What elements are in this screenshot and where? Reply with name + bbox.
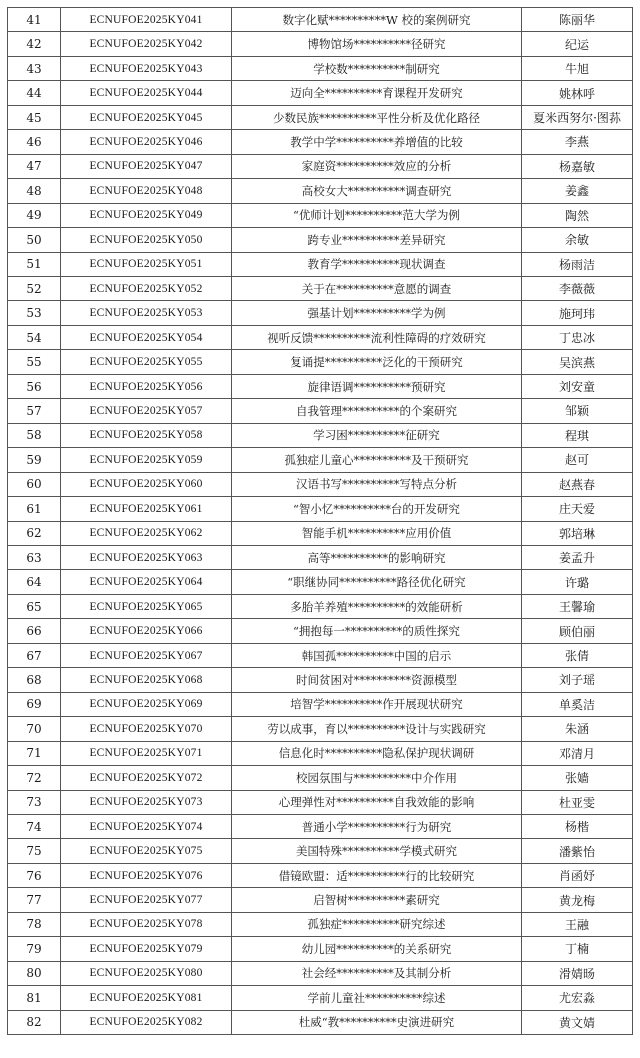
- project-title: 博物馆场**********径研究: [232, 32, 522, 56]
- row-number: 70: [8, 717, 61, 741]
- project-code: ECNUFOE2025KY059: [61, 448, 232, 472]
- table-row: [8, 643, 633, 667]
- person-name: 刘安童: [522, 374, 633, 398]
- project-title: 教学中学**********养增值的比较: [232, 130, 522, 154]
- table-row: [8, 325, 633, 349]
- project-code: ECNUFOE2025KY071: [61, 741, 232, 765]
- person-name: 滑婧旸: [522, 961, 633, 985]
- table-row: [8, 81, 633, 105]
- row-number: 69: [8, 692, 61, 716]
- table-row: [8, 252, 633, 276]
- row-number: 59: [8, 448, 61, 472]
- row-number: 60: [8, 472, 61, 496]
- person-name: 姚林呼: [522, 81, 633, 105]
- project-code: ECNUFOE2025KY062: [61, 521, 232, 545]
- person-name: 邓清月: [522, 741, 633, 765]
- project-title: 汉语书写**********写特点分析: [232, 472, 522, 496]
- row-number: 45: [8, 105, 61, 129]
- project-title: 社会经**********及其制分析: [232, 961, 522, 985]
- row-number: 68: [8, 668, 61, 692]
- row-number: 47: [8, 154, 61, 178]
- project-code: ECNUFOE2025KY069: [61, 692, 232, 716]
- person-name: 王馨瑜: [522, 594, 633, 618]
- project-code: ECNUFOE2025KY048: [61, 179, 232, 203]
- person-name: 李薇薇: [522, 276, 633, 300]
- project-code: ECNUFOE2025KY053: [61, 301, 232, 325]
- project-code: ECNUFOE2025KY075: [61, 839, 232, 863]
- project-code: ECNUFOE2025KY051: [61, 252, 232, 276]
- row-number: 66: [8, 619, 61, 643]
- row-number: 71: [8, 741, 61, 765]
- person-name: 赵燕春: [522, 472, 633, 496]
- person-name: 赵可: [522, 448, 633, 472]
- table-row: [8, 130, 633, 154]
- project-code: ECNUFOE2025KY063: [61, 545, 232, 569]
- project-code: ECNUFOE2025KY081: [61, 986, 232, 1010]
- table-body: [8, 8, 633, 1035]
- project-title: 智能手机**********应用价值: [232, 521, 522, 545]
- person-name: 黄龙梅: [522, 888, 633, 912]
- person-name: 杨楷: [522, 814, 633, 838]
- row-number: 57: [8, 399, 61, 423]
- project-title: 学校数**********制研究: [232, 56, 522, 80]
- project-title: “优师计划**********范大学为例: [232, 203, 522, 227]
- project-code: ECNUFOE2025KY046: [61, 130, 232, 154]
- table-row: [8, 203, 633, 227]
- project-code: ECNUFOE2025KY082: [61, 1010, 232, 1034]
- person-name: 李燕: [522, 130, 633, 154]
- table-row: [8, 8, 633, 32]
- person-name: 杜亚雯: [522, 790, 633, 814]
- project-title: 信息化时**********隐私保护现状调研: [232, 741, 522, 765]
- project-title: “拥抱每一**********的质性探究: [232, 619, 522, 643]
- table-row: [8, 619, 633, 643]
- table-row: [8, 276, 633, 300]
- row-number: 67: [8, 643, 61, 667]
- project-title: 关于在**********意愿的调查: [232, 276, 522, 300]
- project-code: ECNUFOE2025KY041: [61, 8, 232, 32]
- person-name: 丁楠: [522, 937, 633, 961]
- project-title: 旋律语调**********预研究: [232, 374, 522, 398]
- project-code: ECNUFOE2025KY067: [61, 643, 232, 667]
- row-number: 51: [8, 252, 61, 276]
- project-code: ECNUFOE2025KY079: [61, 937, 232, 961]
- person-name: 刘子瑶: [522, 668, 633, 692]
- table-row: [8, 692, 633, 716]
- project-title: 多胎羊养殖**********的效能研析: [232, 594, 522, 618]
- table-row: [8, 888, 633, 912]
- row-number: 72: [8, 766, 61, 790]
- person-name: 张倩: [522, 643, 633, 667]
- table-row: [8, 961, 633, 985]
- project-title: 教育学**********现状调查: [232, 252, 522, 276]
- project-code: ECNUFOE2025KY068: [61, 668, 232, 692]
- table-row: [8, 766, 633, 790]
- project-title: 美国特殊**********学模式研究: [232, 839, 522, 863]
- table-row: [8, 179, 633, 203]
- person-name: 夏米西努尔·图荪: [522, 105, 633, 129]
- row-number: 50: [8, 228, 61, 252]
- project-title: 高等**********的影响研究: [232, 545, 522, 569]
- project-title: 数字化赋**********W 校的案例研究: [232, 8, 522, 32]
- table-row: [8, 374, 633, 398]
- row-number: 79: [8, 937, 61, 961]
- row-number: 54: [8, 325, 61, 349]
- row-number: 62: [8, 521, 61, 545]
- project-title: 迈向全**********育课程开发研究: [232, 81, 522, 105]
- table-row: [8, 301, 633, 325]
- project-title: 强基计划**********学为例: [232, 301, 522, 325]
- project-title: 高校女大**********调查研究: [232, 179, 522, 203]
- table-row: [8, 717, 633, 741]
- project-title: 学前儿童社**********综述: [232, 986, 522, 1010]
- table-row: [8, 668, 633, 692]
- project-title: 劳以成事，育以**********设计与实践研究: [232, 717, 522, 741]
- person-name: 张嫱: [522, 766, 633, 790]
- project-code: ECNUFOE2025KY057: [61, 399, 232, 423]
- project-title: 学习困**********征研究: [232, 423, 522, 447]
- project-title: 少数民族**********平性分析及优化路径: [232, 105, 522, 129]
- row-number: 63: [8, 545, 61, 569]
- project-code: ECNUFOE2025KY073: [61, 790, 232, 814]
- row-number: 75: [8, 839, 61, 863]
- project-title: 杜威“教**********史演进研究: [232, 1010, 522, 1034]
- table-row: [8, 56, 633, 80]
- row-number: 44: [8, 81, 61, 105]
- person-name: 潘紫怡: [522, 839, 633, 863]
- table-row: [8, 863, 633, 887]
- table-row: [8, 741, 633, 765]
- row-number: 65: [8, 594, 61, 618]
- project-code: ECNUFOE2025KY042: [61, 32, 232, 56]
- table-row: [8, 472, 633, 496]
- project-code: ECNUFOE2025KY080: [61, 961, 232, 985]
- row-number: 64: [8, 570, 61, 594]
- row-number: 73: [8, 790, 61, 814]
- row-number: 43: [8, 56, 61, 80]
- project-code: ECNUFOE2025KY070: [61, 717, 232, 741]
- person-name: 王融: [522, 912, 633, 936]
- table-row: [8, 228, 633, 252]
- table-row: [8, 399, 633, 423]
- table-row: [8, 154, 633, 178]
- project-code: ECNUFOE2025KY054: [61, 325, 232, 349]
- project-title: 自我管理**********的个案研究: [232, 399, 522, 423]
- row-number: 81: [8, 986, 61, 1010]
- person-name: 杨雨洁: [522, 252, 633, 276]
- row-number: 48: [8, 179, 61, 203]
- row-number: 77: [8, 888, 61, 912]
- person-name: 姜孟升: [522, 545, 633, 569]
- table-row: [8, 912, 633, 936]
- table-row: [8, 448, 633, 472]
- project-title: 孤独症儿童心**********及干预研究: [232, 448, 522, 472]
- person-name: 肖函妤: [522, 863, 633, 887]
- person-name: 黄文婧: [522, 1010, 633, 1034]
- table-row: [8, 937, 633, 961]
- project-code: ECNUFOE2025KY058: [61, 423, 232, 447]
- project-title: “职继协同**********路径优化研究: [232, 570, 522, 594]
- row-number: 52: [8, 276, 61, 300]
- project-code: ECNUFOE2025KY072: [61, 766, 232, 790]
- row-number: 56: [8, 374, 61, 398]
- project-code: ECNUFOE2025KY050: [61, 228, 232, 252]
- table-row: [8, 594, 633, 618]
- row-number: 55: [8, 350, 61, 374]
- project-title: 跨专业**********差异研究: [232, 228, 522, 252]
- table-row: [8, 497, 633, 521]
- project-code: ECNUFOE2025KY052: [61, 276, 232, 300]
- row-number: 78: [8, 912, 61, 936]
- person-name: 顾伯丽: [522, 619, 633, 643]
- person-name: 杨嘉敏: [522, 154, 633, 178]
- table-row: [8, 545, 633, 569]
- row-number: 58: [8, 423, 61, 447]
- project-title: 启智树**********素研究: [232, 888, 522, 912]
- project-title: 心理弹性对**********自我效能的影响: [232, 790, 522, 814]
- project-title: 视听反馈**********流利性障碍的疗效研究: [232, 325, 522, 349]
- project-code: ECNUFOE2025KY077: [61, 888, 232, 912]
- person-name: 邹颖: [522, 399, 633, 423]
- project-code: ECNUFOE2025KY076: [61, 863, 232, 887]
- project-code: ECNUFOE2025KY043: [61, 56, 232, 80]
- project-code: ECNUFOE2025KY056: [61, 374, 232, 398]
- project-code: ECNUFOE2025KY045: [61, 105, 232, 129]
- person-name: 纪运: [522, 32, 633, 56]
- row-number: 46: [8, 130, 61, 154]
- row-number: 74: [8, 814, 61, 838]
- person-name: 丁忠冰: [522, 325, 633, 349]
- person-name: 庄天爱: [522, 497, 633, 521]
- row-number: 41: [8, 8, 61, 32]
- table-row: [8, 521, 633, 545]
- project-code: ECNUFOE2025KY065: [61, 594, 232, 618]
- person-name: 陶然: [522, 203, 633, 227]
- row-number: 53: [8, 301, 61, 325]
- project-title: 借镜欧盟：适**********行的比较研究: [232, 863, 522, 887]
- person-name: 吴滨燕: [522, 350, 633, 374]
- person-name: 余敏: [522, 228, 633, 252]
- project-title: 校园氛围与**********中介作用: [232, 766, 522, 790]
- table-row: [8, 839, 633, 863]
- table-row: [8, 570, 633, 594]
- table-row: [8, 986, 633, 1010]
- project-title: 复诵提**********泛化的干预研究: [232, 350, 522, 374]
- person-name: 陈丽华: [522, 8, 633, 32]
- person-name: 施珂玮: [522, 301, 633, 325]
- project-title: 普通小学**********行为研究: [232, 814, 522, 838]
- row-number: 49: [8, 203, 61, 227]
- row-number: 76: [8, 863, 61, 887]
- project-code: ECNUFOE2025KY064: [61, 570, 232, 594]
- project-list-table: [7, 7, 633, 1035]
- project-code: ECNUFOE2025KY047: [61, 154, 232, 178]
- project-code: ECNUFOE2025KY055: [61, 350, 232, 374]
- project-code: ECNUFOE2025KY044: [61, 81, 232, 105]
- table-row: [8, 32, 633, 56]
- row-number: 61: [8, 497, 61, 521]
- table-row: [8, 350, 633, 374]
- project-code: ECNUFOE2025KY078: [61, 912, 232, 936]
- row-number: 82: [8, 1010, 61, 1034]
- project-title: 幼儿园**********的关系研究: [232, 937, 522, 961]
- project-code: ECNUFOE2025KY074: [61, 814, 232, 838]
- row-number: 80: [8, 961, 61, 985]
- project-code: ECNUFOE2025KY061: [61, 497, 232, 521]
- project-title: 孤独症**********研究综述: [232, 912, 522, 936]
- project-code: ECNUFOE2025KY066: [61, 619, 232, 643]
- project-title: 韩国孤**********中国的启示: [232, 643, 522, 667]
- person-name: 单奚洁: [522, 692, 633, 716]
- table-row: [8, 105, 633, 129]
- table-row: [8, 1010, 633, 1034]
- project-title: 家庭资**********效应的分析: [232, 154, 522, 178]
- person-name: 程琪: [522, 423, 633, 447]
- table-row: [8, 790, 633, 814]
- person-name: 郭培琳: [522, 521, 633, 545]
- person-name: 牛旭: [522, 56, 633, 80]
- table-row: [8, 423, 633, 447]
- person-name: 尤宏淼: [522, 986, 633, 1010]
- person-name: 许璐: [522, 570, 633, 594]
- table-row: [8, 814, 633, 838]
- project-title: “智小忆**********台的开发研究: [232, 497, 522, 521]
- person-name: 姜鑫: [522, 179, 633, 203]
- row-number: 42: [8, 32, 61, 56]
- person-name: 朱涵: [522, 717, 633, 741]
- project-title: 培智学**********作开展现状研究: [232, 692, 522, 716]
- project-title: 时间贫困对**********资源模型: [232, 668, 522, 692]
- project-code: ECNUFOE2025KY049: [61, 203, 232, 227]
- project-code: ECNUFOE2025KY060: [61, 472, 232, 496]
